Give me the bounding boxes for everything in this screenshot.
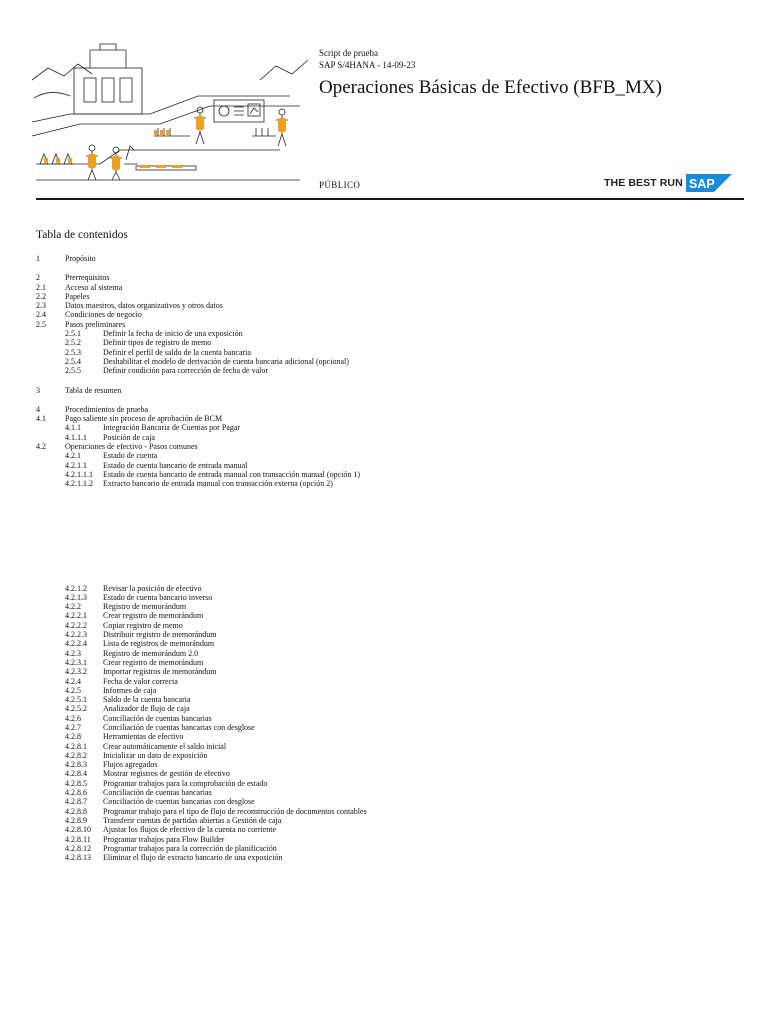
toc-entry-title: Crear registro de memorándum: [103, 611, 204, 621]
toc-entry[interactable]: [36, 667, 736, 676]
toc-entry-number: 4.2.5: [65, 685, 81, 695]
toc-entry-title: Datos maestros, datos organizativos y otros datos: [65, 301, 223, 311]
toc-entry-number: 4.2.8.1: [65, 741, 87, 751]
toc-entry[interactable]: [36, 621, 736, 630]
toc-entry-title: Analizador de flujo de caja: [103, 704, 190, 714]
toc-entry-number: 2.3: [36, 301, 46, 311]
toc-entry-title: Registro de memorándum: [103, 602, 187, 612]
toc-entry-number: 4.2.7: [65, 722, 81, 732]
toc-entry[interactable]: [36, 292, 736, 301]
toc-entry[interactable]: [36, 479, 736, 488]
toc-entry-title: Programar trabajos para la corrección de planificación: [103, 843, 277, 853]
toc-entry-title: Conciliación de cuentas bancarias con desglose: [103, 797, 255, 807]
toc-entry-title: Distribuir registro de memorándum: [103, 630, 217, 640]
toc-entry-title: Definir la fecha de inicio de una exposición: [103, 329, 243, 339]
header-illustration: [30, 40, 310, 190]
toc-entry-title: Procedimientos de prueba: [65, 404, 149, 414]
toc-entry-title: Estado de cuenta: [103, 451, 158, 461]
toc-entry-number: 4.2.2.1: [65, 611, 87, 621]
toc-entry-number: 4.2: [36, 442, 46, 452]
toc-entry[interactable]: [36, 844, 736, 853]
toc-entry-title: Definir condición para corrección de fecha de valor: [103, 366, 269, 376]
script-label: Script de prueba: [319, 48, 378, 58]
toc-entry-number: 4.2.8.11: [65, 834, 91, 844]
toc-entry-number: 4.2.1.1: [65, 460, 87, 470]
toc-entry[interactable]: [36, 677, 736, 686]
toc-entry[interactable]: [36, 593, 736, 602]
toc-entry-number: 3: [36, 385, 40, 395]
toc-entry-title: Mostrar registros de gestión de efectivo: [103, 769, 230, 779]
sap-version: SAP S/4HANA - 14-09-23: [319, 60, 416, 70]
toc-entry-number: 4.2.8.9: [65, 815, 87, 825]
toc-entry-title: Revisar la posición de efectivo: [103, 583, 202, 593]
toc-entry[interactable]: [36, 788, 736, 797]
toc-entry[interactable]: [36, 386, 736, 395]
toc-entry-number: 4.2.2.3: [65, 630, 87, 640]
toc-entry[interactable]: [36, 414, 736, 423]
toc-entry[interactable]: [36, 649, 736, 658]
toc-entry-title: Crear registro de memorándum: [103, 657, 204, 667]
toc-entry-number: 2.5: [36, 319, 46, 329]
toc-entry-title: Lista de registros de memorándum: [103, 639, 215, 649]
toc-entry-number: 4.2.8.2: [65, 750, 87, 760]
toc-entry-number: 4.2.3.2: [65, 667, 87, 677]
toc-entry-title: Estado de cuenta bancario de entrada manual con transacción manual (opción 1): [103, 469, 360, 479]
toc-entry-number: 2.5.3: [65, 347, 81, 357]
header-divider: [36, 198, 744, 200]
toc-entry-title: Conciliación de cuentas bancarias: [103, 788, 212, 798]
toc-entry-title: Deshabilitar el modelo de derivación de cuenta bancaria adicional (opcional): [103, 356, 349, 366]
toc-entry[interactable]: [36, 732, 736, 741]
toc-entry-title: Programar trabajo para el tipo de flujo de reconstrucción de documentos contables: [103, 806, 367, 816]
toc-entry-title: Posición de caja: [103, 432, 155, 442]
toc-entry-title: Fecha de valor correcta: [103, 676, 178, 686]
toc-entry-number: 4.2.5.2: [65, 704, 87, 714]
toc-entry-number: 4.2.3.1: [65, 657, 87, 667]
toc-entry-number: 4.2.6: [65, 713, 81, 723]
brand-block: [604, 174, 732, 192]
toc-entry-title: Crear automáticamente el saldo inicial: [103, 741, 227, 751]
toc-entry-number: 4.2.1: [65, 451, 81, 461]
toc-entry[interactable]: [36, 751, 736, 760]
toc-entry-number: 4.2.4: [65, 676, 81, 686]
toc-entry-title: Saldo de la cuenta bancaria: [103, 695, 191, 705]
toc-entry-title: Tabla de resumen: [65, 385, 122, 395]
toc-entry-number: 2.5.4: [65, 356, 81, 366]
toc-entry-title: Definir tipos de registro de memo: [103, 338, 212, 348]
toc-entry[interactable]: [36, 320, 736, 329]
toc-entry-number: 4.2.2: [65, 602, 81, 612]
toc-entry-title: Copiar registro de memo: [103, 620, 183, 630]
toc-entry[interactable]: [36, 451, 736, 460]
toc-entry-number: 2.2: [36, 291, 46, 301]
toc-entry[interactable]: [36, 442, 736, 451]
toc-entry-number: 4.2.5.1: [65, 695, 87, 705]
toc-entry-title: Informes de caja: [103, 685, 157, 695]
toc-entry[interactable]: [36, 283, 736, 292]
toc-entry[interactable]: [36, 760, 736, 769]
toc-entry-title: Extracto bancario de entrada manual con transacción externa (opción 2): [103, 479, 333, 489]
toc-entry-number: 4.2.2.2: [65, 620, 87, 630]
toc-entry[interactable]: [36, 816, 736, 825]
toc-entry[interactable]: [36, 470, 736, 479]
toc-entry[interactable]: [36, 338, 736, 347]
toc-entry[interactable]: [36, 461, 736, 470]
toc-entry-title: Operaciones de efectivo - Pasos comunes: [65, 442, 198, 452]
toc-entry-title: Condiciones de negocio: [65, 310, 142, 320]
toc-entry-title: Prerrequisitos: [65, 273, 110, 283]
toc-entry[interactable]: [36, 405, 736, 414]
brand-tagline: THE BEST RUN: [604, 177, 683, 189]
toc-entry-number: 4.2.8: [65, 732, 81, 742]
toc-entry[interactable]: [36, 273, 736, 282]
toc-entry-number: 4.2.8.7: [65, 797, 87, 807]
toc-entry[interactable]: [36, 769, 736, 778]
toc-entry-title: Papeles: [65, 291, 90, 301]
toc-entry-number: 2: [36, 273, 40, 283]
toc-entry[interactable]: [36, 825, 736, 834]
toc-entry[interactable]: [36, 357, 736, 366]
toc-entry[interactable]: [36, 704, 736, 713]
toc-entry-title: Propósito: [65, 254, 96, 263]
toc-entry[interactable]: [36, 310, 736, 319]
toc-entry-title: Programar trabajos para Flow Builder: [103, 834, 225, 844]
document-title: Operaciones Básicas de Efectivo (BFB_MX): [319, 77, 662, 98]
toc-entry-title: Estado de cuenta bancario inverso: [103, 592, 213, 602]
toc-entry-number: 4.2.1.3: [65, 592, 87, 602]
toc-entry-number: 2.5.1: [65, 329, 81, 339]
toc-entry-number: 4.2.1.1.2: [65, 479, 93, 489]
toc-entry-number: 4.2.8.10: [65, 825, 91, 835]
toc-entry-number: 4.2.8.4: [65, 769, 87, 779]
toc-entry[interactable]: [36, 723, 736, 732]
toc-entry-title: Programar trabajos para la comprobación de estado: [103, 778, 268, 788]
toc-spacer: [36, 263, 736, 273]
toc-entry-title: Acceso al sistema: [65, 282, 123, 292]
toc-entry-title: Flujos agregados: [103, 760, 158, 770]
toc-entry-number: 4.2.1.2: [65, 583, 87, 593]
toc-entry[interactable]: [36, 348, 736, 357]
toc-entry[interactable]: [36, 742, 736, 751]
toc-entry-number: 4.2.8.6: [65, 788, 87, 798]
toc-entry-number: 2.1: [36, 282, 46, 292]
toc-entry-title: Pasos preliminares: [65, 319, 126, 329]
header-text-block: [319, 47, 662, 100]
toc-entry-number: 4.2.2.4: [65, 639, 87, 649]
toc-entry[interactable]: [36, 807, 736, 816]
table-of-contents: [36, 254, 736, 862]
toc-entry[interactable]: [36, 602, 736, 611]
classification-label: PÚBLICO: [319, 180, 361, 190]
toc-entry[interactable]: [36, 611, 736, 620]
toc-entry-number: 4.2.1.1.1: [65, 469, 93, 479]
toc-entry-number: 4: [36, 404, 40, 414]
toc-entry-title: Integración Bancaria de Cuentas por Pagar: [103, 423, 241, 433]
toc-entry-number: 4.2.8.5: [65, 778, 87, 788]
toc-entry[interactable]: [36, 329, 736, 338]
toc-entry-number: 4.1.1.1: [65, 432, 87, 442]
toc-entry-title: Registro de memorándum 2.0: [103, 648, 199, 658]
toc-entry-number: 4.2.8.3: [65, 760, 87, 770]
toc-entry-number: 4.2.3: [65, 648, 81, 658]
toc-entry[interactable]: [36, 639, 736, 648]
toc-entry[interactable]: [36, 366, 736, 375]
toc-entry-number: 1: [36, 254, 40, 263]
toc-entry-title: Inicializar un dato de exposición: [103, 750, 208, 760]
toc-entry[interactable]: [36, 584, 736, 593]
toc-entry[interactable]: [36, 658, 736, 667]
toc-entry-number: 4.2.8.12: [65, 843, 91, 853]
toc-heading: Tabla de contenidos: [36, 229, 128, 241]
toc-entry[interactable]: [36, 433, 736, 442]
toc-entry-title: Estado de cuenta bancario de entrada manual: [103, 460, 248, 470]
toc-entry[interactable]: [36, 695, 736, 704]
toc-entry-title: Conciliación de cuentas bancarias: [103, 713, 212, 723]
toc-spacer: [36, 395, 736, 405]
toc-entry-number: 4.2.8.8: [65, 806, 87, 816]
toc-entry[interactable]: [36, 835, 736, 844]
toc-entry-title: Conciliación de cuentas bancarias con desglose: [103, 722, 255, 732]
toc-entry-number: 4.2.8.13: [65, 853, 91, 863]
toc-entry-title: Importar registros de memorándum: [103, 667, 217, 677]
toc-entry-number: 4.1: [36, 414, 46, 424]
toc-entry-number: 4.1.1: [65, 423, 81, 433]
toc-entry[interactable]: [36, 714, 736, 723]
toc-entry-number: 2.4: [36, 310, 46, 320]
toc-entry[interactable]: [36, 797, 736, 806]
toc-entry-title: Herramientas de efectivo: [103, 732, 184, 742]
toc-entry-number: 2.5.5: [65, 366, 81, 376]
svg-text:SAP: SAP: [688, 177, 715, 191]
sap-logo-icon: [686, 174, 732, 192]
toc-spacer: [36, 376, 736, 386]
toc-entry-number: 2.5.2: [65, 338, 81, 348]
toc-entry-title: Transferir cuentas de partidas abiertas a Gestión de caja: [103, 815, 282, 825]
toc-entry[interactable]: [36, 853, 736, 862]
toc-entry-title: Ajustar los flujos de efectivo de la cuenta no corriente: [103, 825, 277, 835]
toc-entry-title: Definir el perfil de saldo de la cuenta bancaria: [103, 347, 251, 357]
toc-entry[interactable]: [36, 423, 736, 432]
toc-entry-title: Eliminar el flujo de extracto bancario de una exposición: [103, 853, 283, 863]
toc-entry[interactable]: [36, 630, 736, 639]
toc-entry[interactable]: [36, 779, 736, 788]
toc-entry-title: Pago saliente sin proceso de aprobación de BCM: [65, 414, 223, 424]
toc-spacer: [36, 489, 736, 584]
toc-entry[interactable]: [36, 301, 736, 310]
toc-entry[interactable]: [36, 254, 736, 263]
toc-entry[interactable]: [36, 686, 736, 695]
